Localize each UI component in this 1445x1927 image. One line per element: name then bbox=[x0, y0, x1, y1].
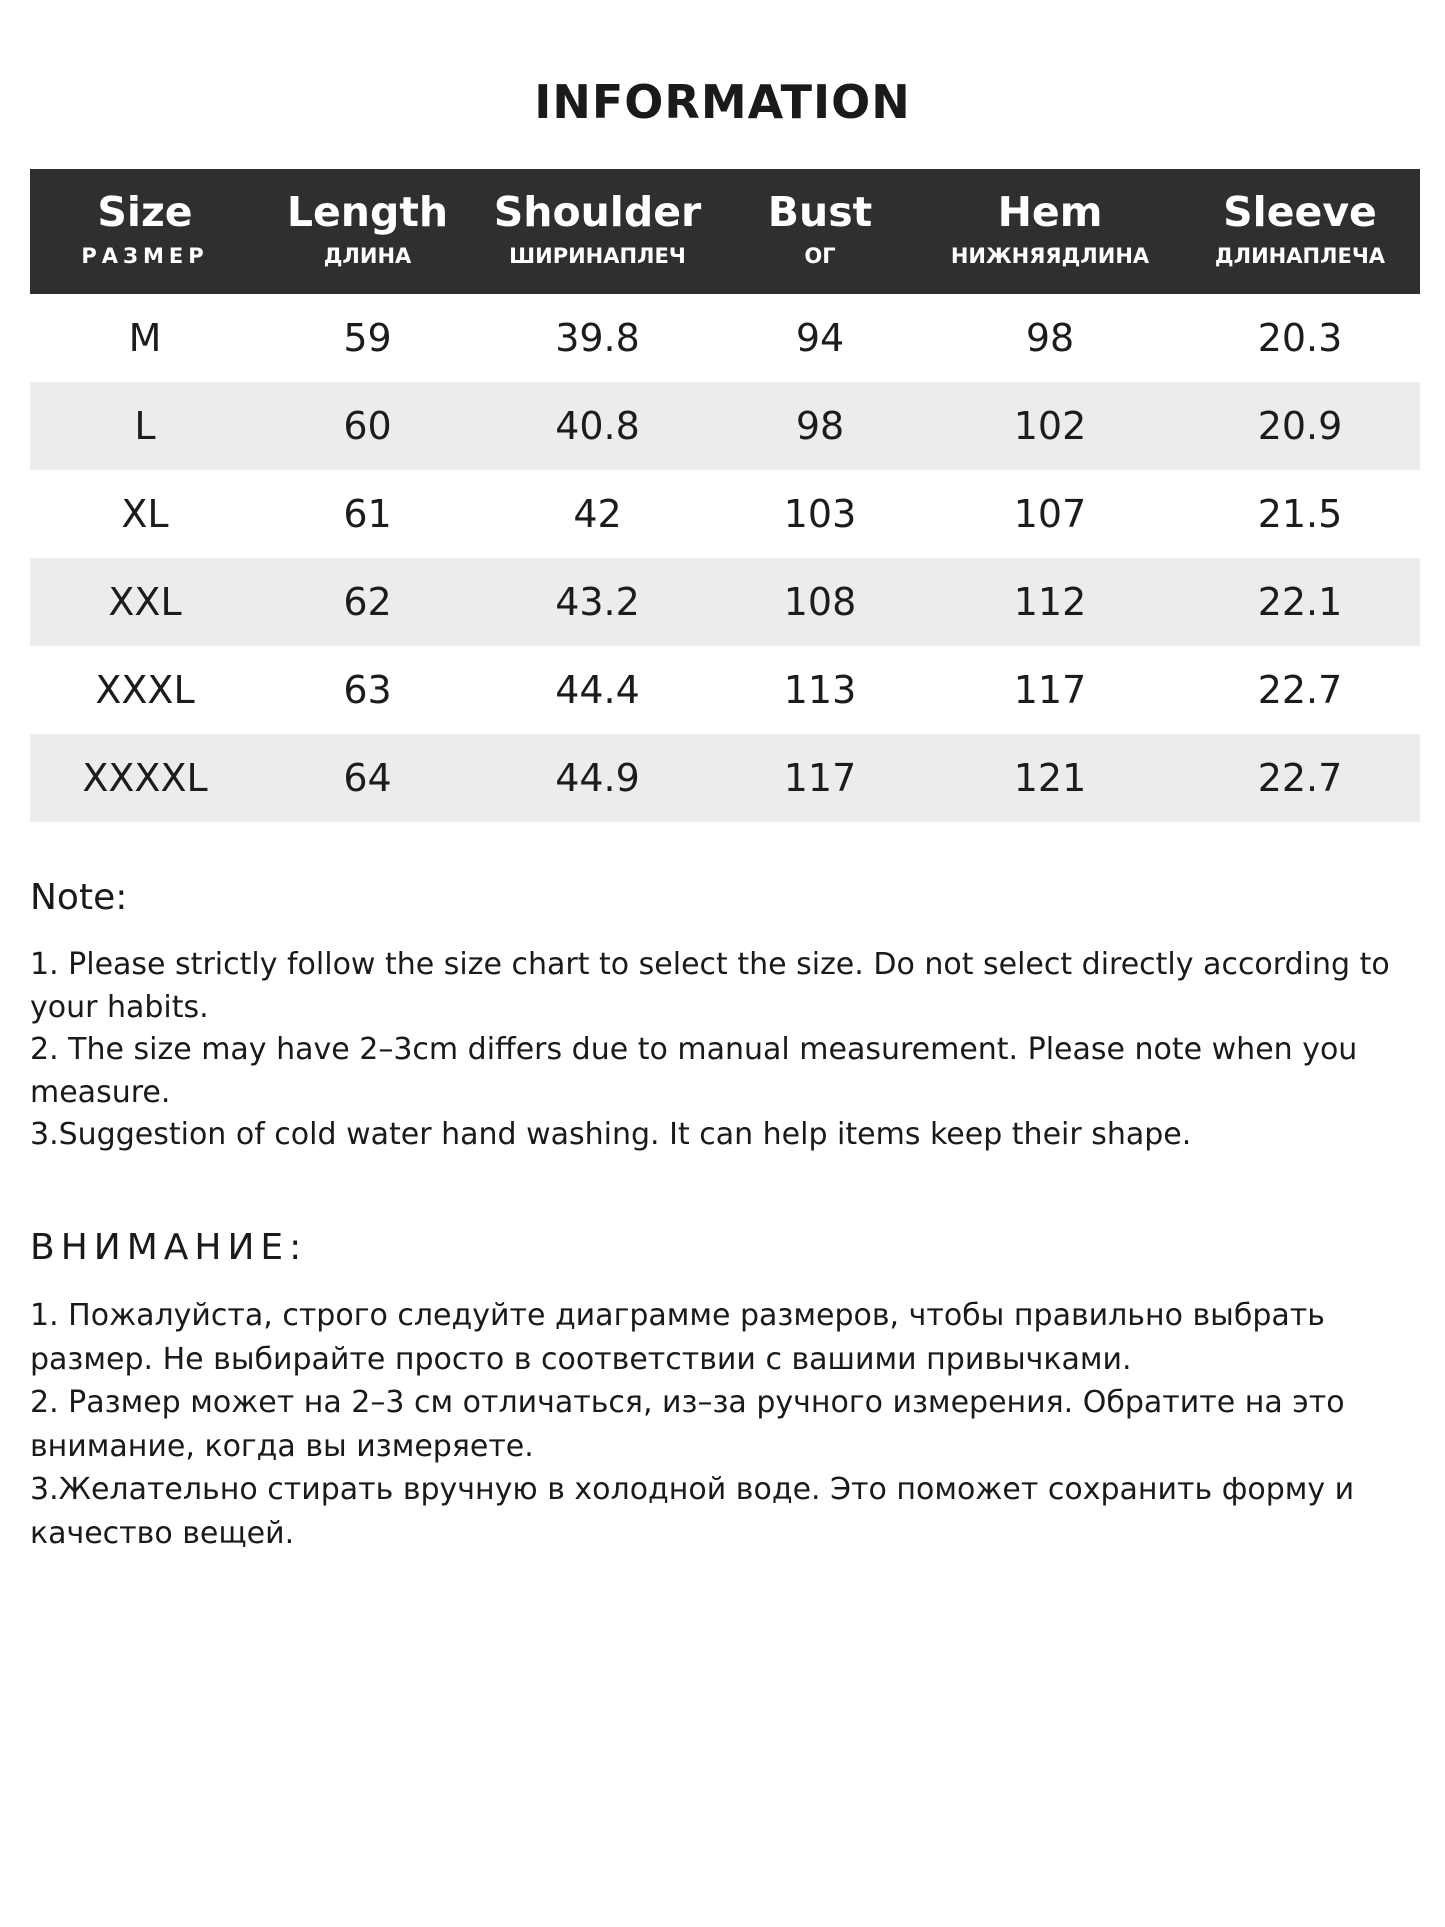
cell-hem: 98 bbox=[1025, 316, 1075, 361]
column-header-length bbox=[260, 169, 475, 294]
cell-length: 62 bbox=[343, 580, 392, 625]
cell-shoulder: 44.9 bbox=[555, 756, 640, 801]
cell-bust: 108 bbox=[783, 580, 857, 625]
column-header-hem-ru: НИЖНЯЯДЛИНА bbox=[950, 244, 1150, 269]
table-row bbox=[30, 558, 1420, 646]
notes-heading-ru: ВНИМАНИЕ: bbox=[30, 1227, 308, 1269]
cell-size: M bbox=[128, 316, 162, 361]
table-row bbox=[30, 646, 1420, 734]
column-header-hem bbox=[920, 169, 1180, 294]
page-title: INFORMATION bbox=[534, 75, 911, 129]
cell-length: 60 bbox=[343, 404, 392, 449]
cell-bust: 94 bbox=[795, 316, 845, 361]
column-header-size-en: Size bbox=[97, 188, 193, 236]
cell-shoulder: 43.2 bbox=[555, 580, 640, 625]
column-header-shoulder-en: Shoulder bbox=[493, 188, 702, 236]
note-line-ru-3: 3.Желательно стирать вручную в холодной воде. Это поможет сохранить форму и качество вещей. bbox=[30, 1472, 1355, 1551]
cell-sleeve: 20.3 bbox=[1257, 316, 1343, 361]
cell-size: XL bbox=[121, 492, 169, 537]
cell-shoulder: 39.8 bbox=[555, 316, 640, 361]
table-row bbox=[30, 734, 1420, 822]
cell-length: 59 bbox=[343, 316, 392, 361]
table-row bbox=[30, 470, 1420, 558]
cell-hem: 107 bbox=[1013, 492, 1087, 537]
cell-size: XXXXL bbox=[82, 756, 208, 801]
notes-body-ru bbox=[30, 1294, 1420, 1555]
column-header-length-en: Length bbox=[286, 188, 449, 236]
column-header-sleeve-ru: ДЛИНАПЛЕЧА bbox=[1214, 244, 1386, 269]
cell-size: XXL bbox=[108, 580, 182, 625]
cell-length: 63 bbox=[343, 668, 392, 713]
column-header-length-ru: ДЛИНА bbox=[323, 244, 412, 269]
column-header-bust bbox=[720, 169, 920, 294]
table-row bbox=[30, 382, 1420, 470]
cell-sleeve: 21.5 bbox=[1257, 492, 1343, 537]
cell-bust: 113 bbox=[783, 668, 857, 713]
cell-shoulder: 40.8 bbox=[555, 404, 640, 449]
note-line-en-2: 2. The size may have 2–3cm differs due to manual measurement. Please note when you measure. bbox=[30, 1032, 1358, 1110]
note-line-en-1: 1. Please strictly follow the size chart to select the size. Do not select directly according to your habits. bbox=[30, 947, 1390, 1025]
cell-shoulder: 44.4 bbox=[555, 668, 640, 713]
note-line-ru-2: 2. Размер может на 2–3 см отличаться, из–за ручного измерения. Обратите на это внимание, когда вы измеряете. bbox=[30, 1385, 1345, 1464]
cell-length: 61 bbox=[343, 492, 392, 537]
column-header-bust-ru: ОГ bbox=[804, 244, 836, 269]
column-header-bust-en: Bust bbox=[767, 188, 873, 236]
cell-size: XXXL bbox=[95, 668, 195, 713]
column-header-size-ru: РАЗМЕР bbox=[81, 244, 209, 269]
column-header-hem-en: Hem bbox=[997, 188, 1103, 236]
cell-size: L bbox=[134, 404, 156, 449]
cell-bust: 117 bbox=[783, 756, 857, 801]
cell-hem: 102 bbox=[1013, 404, 1087, 449]
notes-section-ru bbox=[30, 1227, 1420, 1555]
cell-hem: 117 bbox=[1013, 668, 1087, 713]
column-header-size bbox=[30, 169, 260, 294]
cell-length: 64 bbox=[343, 756, 392, 801]
column-header-sleeve bbox=[1180, 169, 1420, 294]
cell-hem: 121 bbox=[1013, 756, 1087, 801]
table-row bbox=[30, 294, 1420, 382]
cell-bust: 98 bbox=[795, 404, 845, 449]
column-header-sleeve-en: Sleeve bbox=[1223, 188, 1377, 236]
cell-sleeve: 20.9 bbox=[1257, 404, 1343, 449]
note-line-en-3: 3.Suggestion of cold water hand washing. It can help items keep their shape. bbox=[30, 1117, 1192, 1153]
notes-body-en bbox=[30, 944, 1420, 1157]
column-header-shoulder-ru: ШИРИНАПЛЕЧ bbox=[509, 244, 686, 269]
cell-bust: 103 bbox=[783, 492, 857, 537]
cell-sleeve: 22.7 bbox=[1257, 756, 1343, 801]
notes-section bbox=[30, 877, 1420, 1555]
table-header bbox=[30, 169, 1420, 294]
cell-shoulder: 42 bbox=[573, 492, 622, 537]
note-line-ru-1: 1. Пожалуйста, строго следуйте диаграмме размеров, чтобы правильно выбрать размер. Не выбирайте просто в соответствии с вашими привычками. bbox=[30, 1298, 1325, 1377]
cell-sleeve: 22.7 bbox=[1257, 668, 1343, 713]
cell-hem: 112 bbox=[1013, 580, 1087, 625]
notes-heading-en: Note: bbox=[30, 877, 128, 919]
column-header-shoulder bbox=[475, 169, 720, 294]
cell-sleeve: 22.1 bbox=[1257, 580, 1343, 625]
size-chart-table bbox=[30, 169, 1420, 822]
